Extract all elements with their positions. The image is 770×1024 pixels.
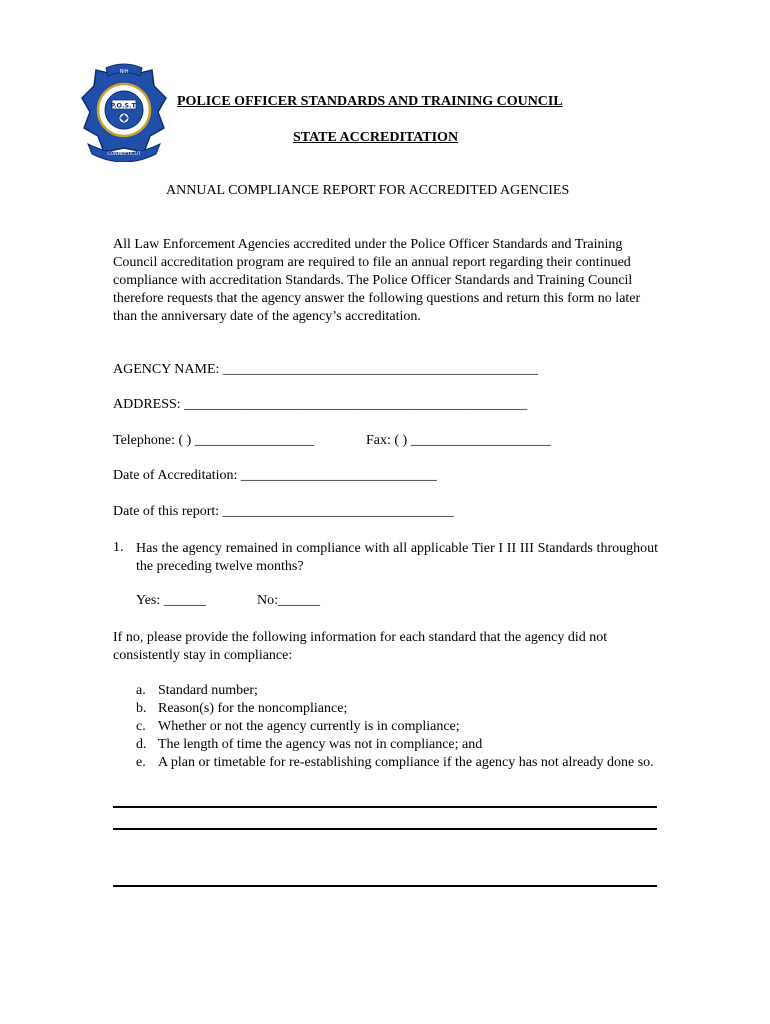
list-item — [136, 718, 658, 736]
post-seal-logo — [80, 60, 168, 162]
compliance-info-list — [136, 682, 658, 772]
fax-field[interactable]: Fax: ( ) ____________________ — [366, 433, 551, 448]
council-title: POLICE OFFICER STANDARDS AND TRAINING COUNCIL — [177, 94, 563, 109]
list-item — [136, 700, 658, 718]
yes-answer-field[interactable]: Yes: ______ — [136, 593, 206, 608]
seal-center-text: P.O.S.T. — [110, 101, 138, 110]
list-marker: b. — [136, 701, 147, 716]
question-1-number: 1. — [113, 540, 124, 555]
list-text: Reason(s) for the noncompliance; — [158, 701, 348, 716]
seal-banner-top: NIH — [119, 69, 129, 75]
intro-paragraph: All Law Enforcement Agencies accredited under the Police Officer Standards and Training Council accreditation program are required to file an annual report regarding their continued compliance with accreditation Standards. The Police Officer Standards and Training Council therefore requests that the agency answer the following questions and return this form no later than the anniversary date of the agency’s accreditation. — [113, 237, 641, 324]
list-item — [136, 736, 658, 754]
list-text: Standard number; — [158, 683, 258, 698]
date-of-report-field[interactable]: Date of this report: _________________________________ — [113, 504, 454, 519]
answer-line[interactable] — [113, 828, 657, 830]
question-1-text: Has the agency remained in compliance with all applicable Tier I II III Standards throughout the preceding twelve months? — [136, 541, 658, 574]
report-title: ANNUAL COMPLIANCE REPORT FOR ACCREDITED AGENCIES — [166, 183, 570, 198]
telephone-field[interactable]: Telephone: ( ) _________________ — [113, 433, 314, 448]
date-of-accreditation-field[interactable]: Date of Accreditation: ____________________________ — [113, 468, 437, 483]
list-text: Whether or not the agency currently is in compliance; — [158, 719, 460, 734]
followup-paragraph: If no, please provide the following information for each standard that the agency did not consistently stay in compliance: — [113, 630, 608, 663]
agency-name-field[interactable]: AGENCY NAME: _____________________________________________ — [113, 362, 538, 377]
list-marker: a. — [136, 683, 146, 698]
list-marker: c. — [136, 719, 146, 734]
list-marker: e. — [136, 755, 146, 770]
seal-banner-bottom: CONNECTICUT — [107, 152, 141, 157]
no-answer-field[interactable]: No:______ — [257, 593, 320, 608]
list-item — [136, 754, 658, 772]
accreditation-title: STATE ACCREDITATION — [293, 130, 459, 145]
list-item — [136, 682, 658, 700]
list-marker: d. — [136, 737, 147, 752]
address-field[interactable]: ADDRESS: _________________________________________________ — [113, 397, 528, 412]
answer-line[interactable] — [113, 806, 657, 808]
list-text: The length of time the agency was not in compliance; and — [158, 737, 483, 752]
list-text: A plan or timetable for re-establishing compliance if the agency has not already done so. — [158, 755, 654, 770]
answer-line[interactable] — [113, 885, 657, 887]
